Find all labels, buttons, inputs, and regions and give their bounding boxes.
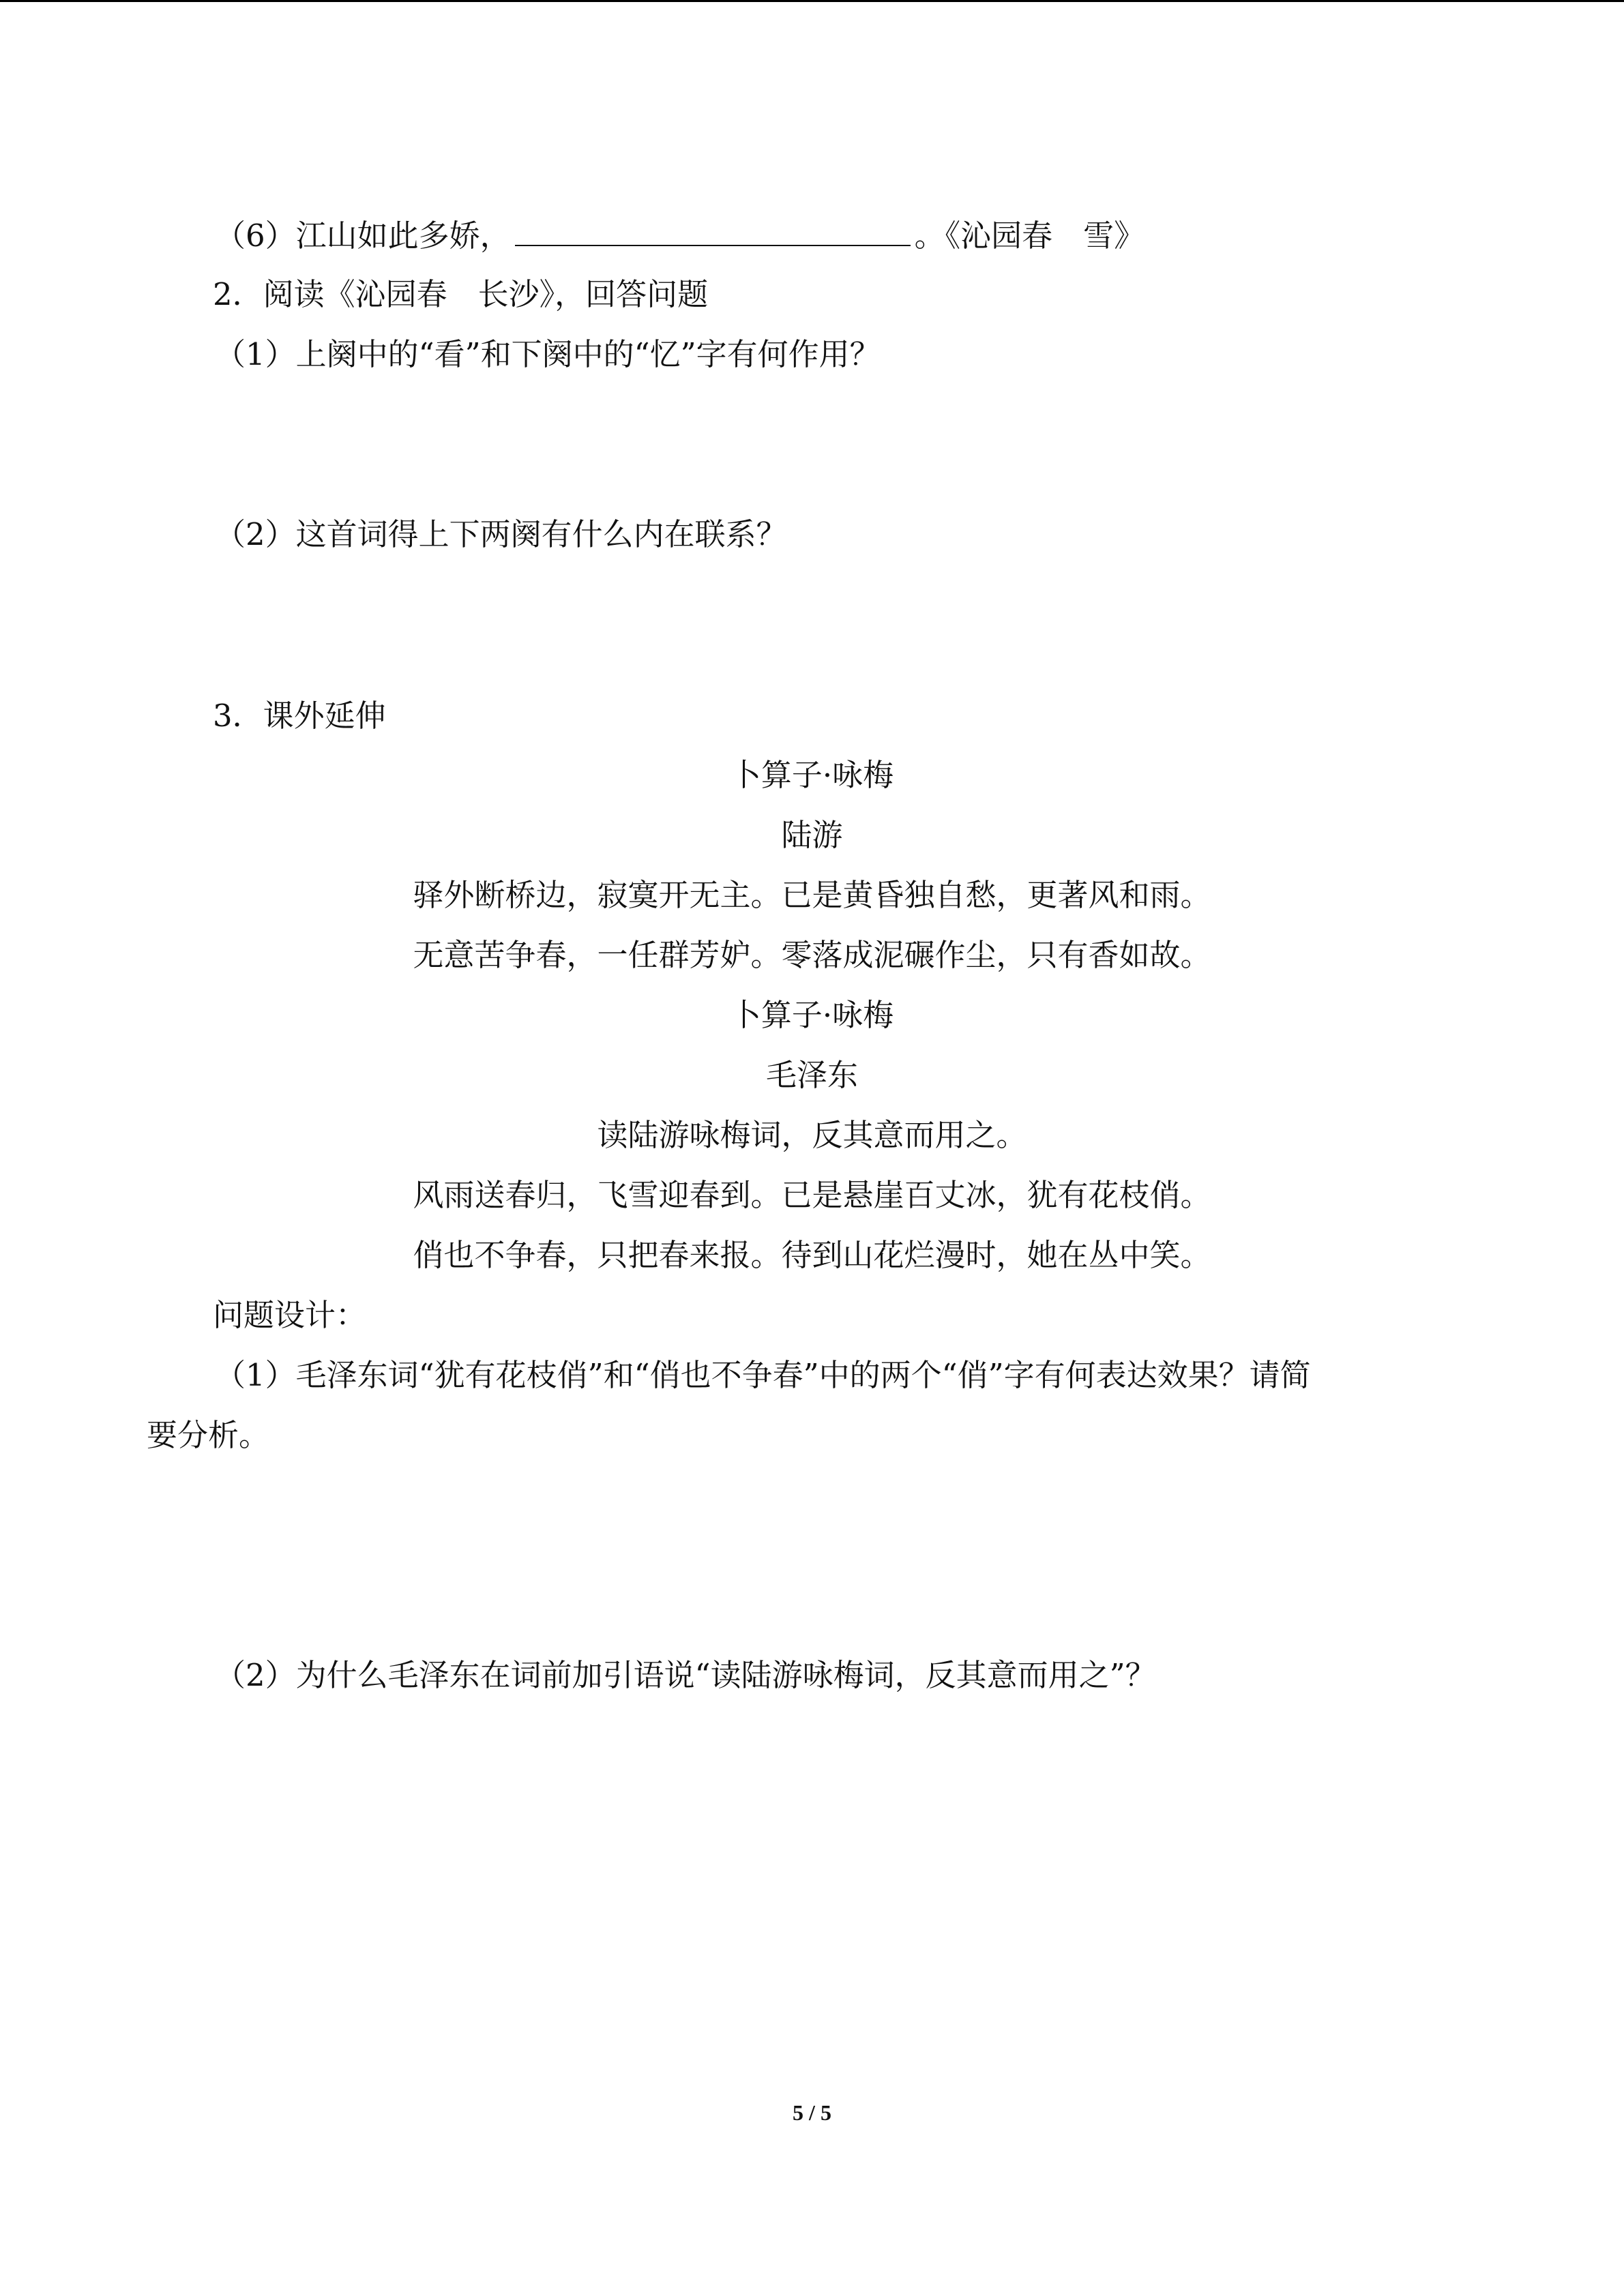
question-1-6-suffix: 。《沁园春 雪》 (914, 218, 1145, 254)
question-2-1: （1）上阕中的“看”和下阕中的“忆”字有何作用？ (215, 336, 881, 372)
poem-1-line-1: 驿外断桥边，寂寞开无主。已是黄昏独自愁，更著风和雨。 (413, 877, 1211, 913)
question-1-6-prefix: （6）江山如此多娇， (215, 218, 511, 254)
poem-2-author: 毛泽东 (765, 1057, 858, 1093)
poem-2-title: 卜算子·咏梅 (730, 997, 894, 1033)
top-border (0, 0, 1624, 4)
page-number: 5 / 5 (793, 2100, 831, 2125)
answer-blank[interactable] (515, 215, 911, 246)
poem-1-author: 陆游 (781, 817, 843, 853)
poem-1-title: 卜算子·咏梅 (730, 757, 894, 793)
question-design-label: 问题设计： (213, 1297, 367, 1333)
question-3-heading: 3．课外延伸 (213, 698, 386, 734)
question-1-6 (215, 215, 1145, 256)
question-3-1-line-1: （1）毛泽东词“犹有花枝俏”和“俏也不争春”中的两个“俏”字有何表达效果？请简 (215, 1357, 1311, 1393)
question-3-1-line-2: 要分析。 (147, 1417, 270, 1453)
question-2-2: （2）这首词得上下两阕有什么内在联系？ (215, 516, 787, 552)
question-3-2: （2）为什么毛泽东在词前加引语说“读陆游咏梅词，反其意而用之”？ (215, 1657, 1156, 1693)
poem-1-line-2: 无意苦争春，一任群芳妒。零落成泥碾作尘，只有香如故。 (413, 937, 1211, 973)
question-2-heading: 2．阅读《沁园春 长沙》，回答问题 (213, 276, 709, 312)
poem-2-preface: 读陆游咏梅词，反其意而用之。 (597, 1117, 1027, 1153)
poem-2-line-1: 风雨送春归，飞雪迎春到。已是悬崖百丈冰，犹有花枝俏。 (413, 1177, 1211, 1213)
poem-2-line-2: 俏也不争春，只把春来报。待到山花烂漫时，她在丛中笑。 (413, 1237, 1211, 1273)
